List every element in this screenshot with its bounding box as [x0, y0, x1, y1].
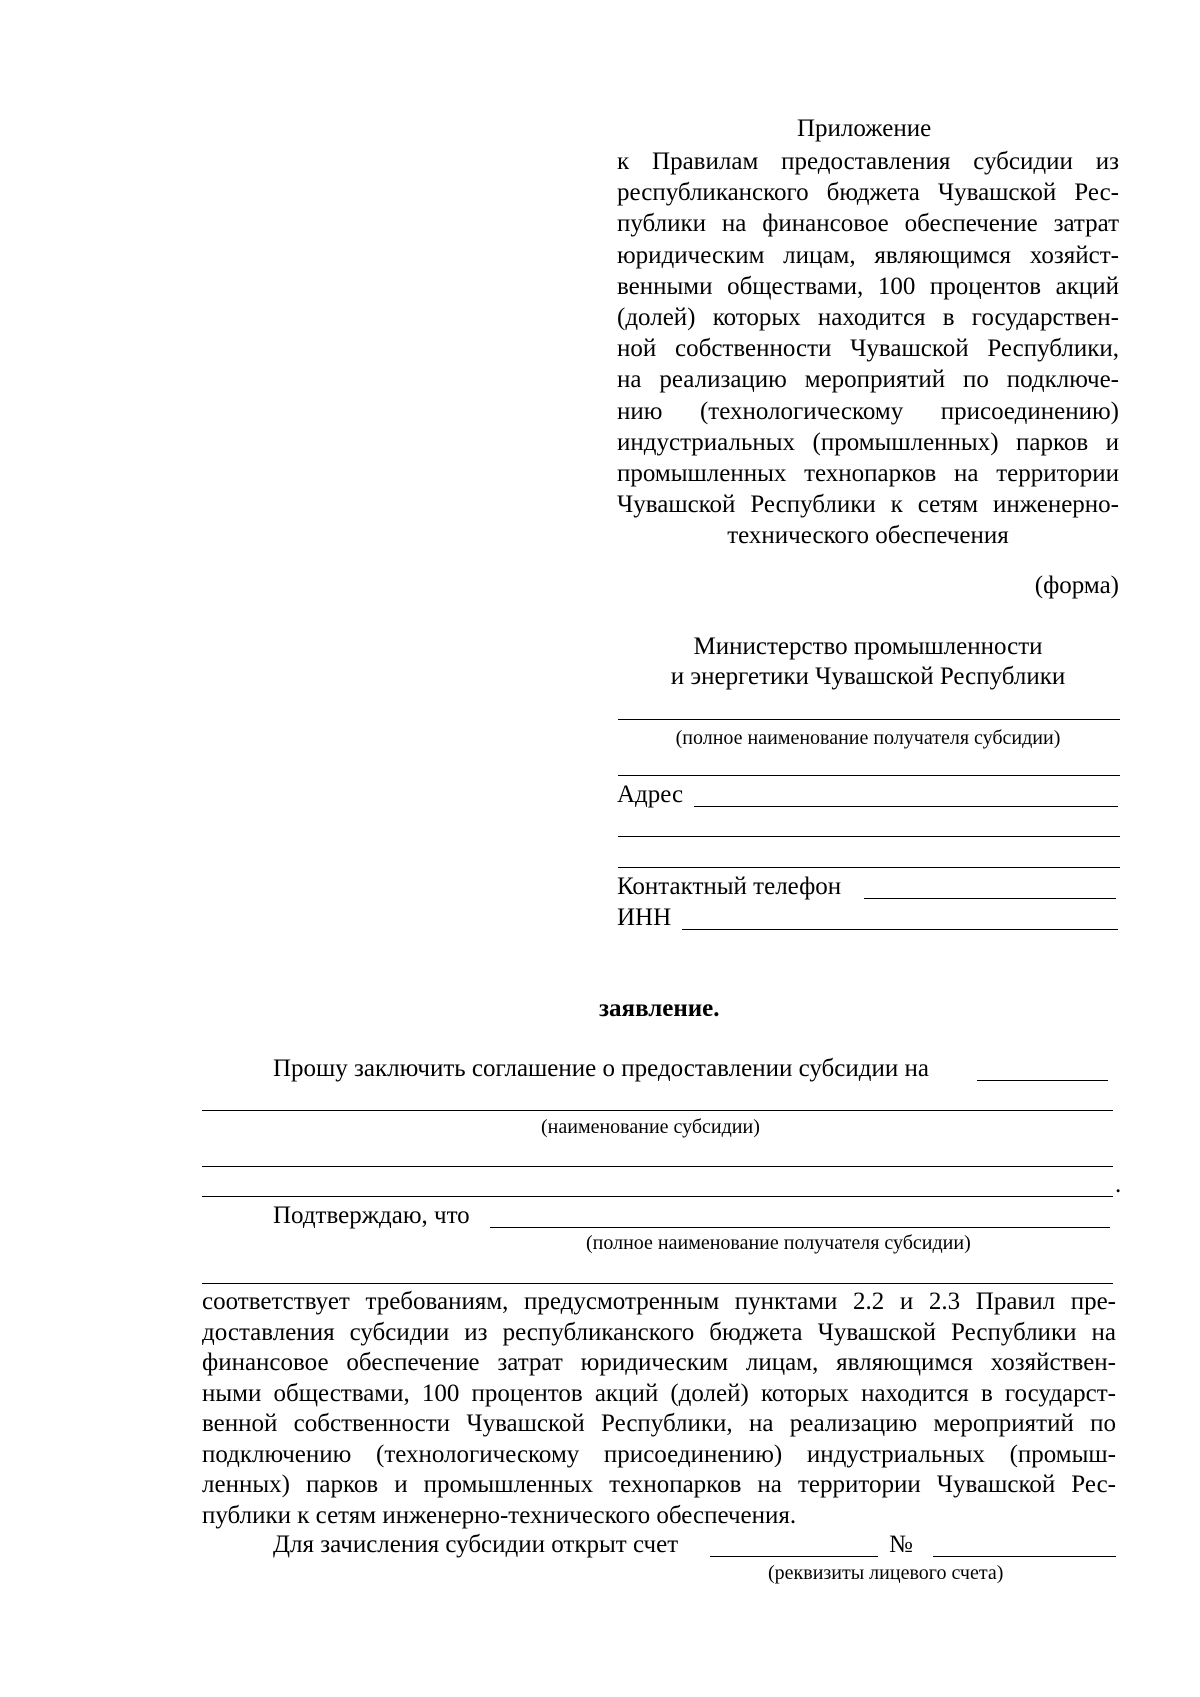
appendix-line: нию (технологическому присоединению)	[617, 397, 1119, 425]
body-line: доставления субсидии из республиканского бюджета Чувашской Республики на	[202, 1318, 1116, 1346]
form-label: (форма)	[1034, 572, 1119, 599]
appendix-line: (долей) которых находится в государствен-	[617, 303, 1119, 331]
body-line: ными обществами, 100 процентов акций (долей) которых находится в государст-	[202, 1379, 1116, 1407]
appendix-line: промышленных технопарков на территории	[617, 459, 1119, 487]
appendix-line: юридическим лицам, являющимся хозяйст-	[617, 241, 1119, 269]
body-line: подключению (технологическому присоединению) индустриальных (промыш-	[202, 1440, 1116, 1468]
period-mark: .	[1115, 1171, 1122, 1198]
recipient-name-caption: (полное наименование получателя субсидии)	[675, 727, 1061, 749]
address-field[interactable]	[694, 806, 1118, 807]
body-line: соответствует требованиям, предусмотренным пунктами 2.2 и 2.3 Правил пре-	[202, 1288, 1116, 1315]
appendix-last-line: технического обеспечения	[727, 522, 1009, 550]
addressee-line-1: Министерство промышленности	[693, 633, 1043, 660]
inn-label: ИНН	[617, 904, 672, 931]
recipient-name-field[interactable]	[618, 719, 1120, 720]
subsidy-field[interactable]	[202, 1110, 1113, 1111]
address-field-3[interactable]	[618, 867, 1120, 868]
body-line: венной собственности Чувашской Республики, на реализацию мероприятий по	[202, 1410, 1116, 1437]
account-caption: (реквизиты лицевого счета)	[768, 1562, 1004, 1584]
body-line: финансовое обеспечение затрат юридическим лицам, являющимся хозяйствен-	[202, 1349, 1116, 1376]
appendix-line: к Правилам предоставления субсидии из	[617, 148, 1119, 175]
account-number-field[interactable]	[933, 1556, 1116, 1557]
subsidy-field-3[interactable]	[202, 1196, 1113, 1197]
appendix-line: Чувашской Республики к сетям инженерно-	[617, 491, 1119, 519]
appendix-line: венными обществами, 100 процентов акций	[617, 272, 1119, 300]
subsidy-field-2[interactable]	[202, 1166, 1113, 1167]
account-text: Для зачисления субсидии открыт счет	[273, 1531, 679, 1558]
appendix-title: Приложение	[797, 115, 932, 142]
account-field[interactable]	[710, 1556, 878, 1557]
address-label: Адрес	[617, 781, 684, 808]
confirm-recipient-field-2[interactable]	[202, 1283, 1113, 1284]
number-sign: №	[889, 1531, 913, 1558]
appendix-line: республиканского бюджета Чувашской Рес-	[617, 179, 1119, 207]
phone-label: Контактный телефон	[617, 873, 842, 900]
appendix-line: на реализацию мероприятий по подключе-	[617, 366, 1119, 394]
recipient-name-field-2[interactable]	[618, 775, 1120, 776]
request-text: Прошу заключить соглашение о предоставлении субсидии на	[273, 1055, 929, 1082]
appendix-text	[617, 146, 1119, 551]
inn-field[interactable]	[682, 929, 1118, 930]
subsidy-caption: (наименование субсидии)	[541, 1116, 760, 1138]
appendix-line: индустриальных (промышленных) парков и	[617, 428, 1119, 456]
body-last-line: публики к сетям инженерно-технического обеспечения.	[202, 1501, 797, 1529]
phone-field[interactable]	[864, 898, 1116, 899]
addressee-line-2: и энергетики Чувашской Республики	[670, 663, 1066, 690]
body-line: ленных) парков и промышленных технопарков на территории Чувашской Рес-	[202, 1471, 1116, 1498]
confirm-recipient-field[interactable]	[490, 1227, 1110, 1228]
address-field-2[interactable]	[618, 836, 1120, 837]
recipient-caption: (полное наименование получателя субсидии)	[586, 1232, 971, 1254]
subsidy-field-inline[interactable]	[977, 1080, 1108, 1081]
statement-heading: заявление.	[599, 995, 720, 1022]
appendix-line: публики на финансовое обеспечение затрат	[617, 210, 1119, 238]
statement-body	[202, 1287, 1116, 1531]
appendix-line: ной собственности Чувашской Республики,	[617, 335, 1119, 363]
confirm-text: Подтверждаю, что	[273, 1202, 470, 1229]
